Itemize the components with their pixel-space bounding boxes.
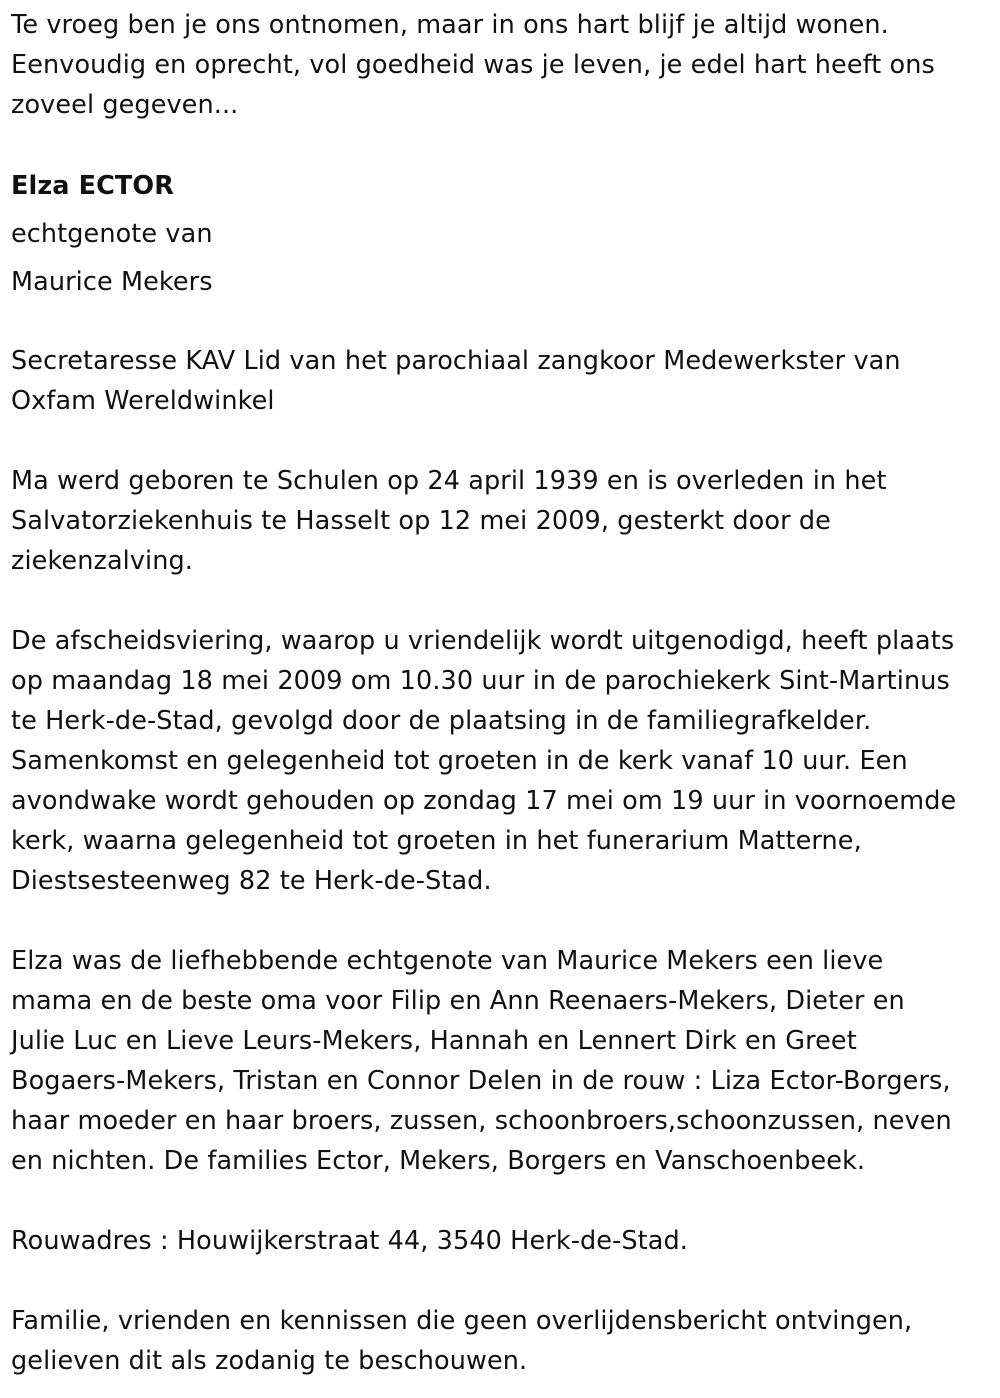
address-paragraph	[11, 1221, 688, 1261]
family-line: Elza was de liefhebbende echtgenote van Maurice Mekers een lieve	[11, 946, 884, 976]
ceremony-line: te Herk-de-Stad, gevolgd door de plaatsing in de familiegrafkelder.	[11, 706, 872, 736]
relation-text: echtgenote van	[11, 219, 213, 249]
birth-death-line: Salvatorziekenhuis te Hasselt op 12 mei 2009, gesterkt door de	[11, 506, 831, 536]
birth-death-paragraph	[11, 461, 887, 581]
address-line: Rouwadres : Houwijkerstraat 44, 3540 Herk-de-Stad.	[11, 1226, 688, 1256]
ceremony-line: op maandag 18 mei 2009 om 10.30 uur in de parochiekerk Sint-Martinus	[11, 666, 950, 696]
ceremony-line: Samenkomst en gelegenheid tot groeten in de kerk vanaf 10 uur. Een	[11, 746, 908, 776]
poem-paragraph	[11, 5, 935, 125]
poem-line: Te vroeg ben je ons ontnomen, maar in ons hart blijf je altijd wonen.	[11, 10, 889, 40]
ceremony-line: De afscheidsviering, waarop u vriendelijk wordt uitgenodigd, heeft plaats	[11, 626, 955, 656]
family-line: mama en de beste oma voor Filip en Ann Reenaers-Mekers, Dieter en	[11, 986, 905, 1016]
birth-death-line: Ma werd geboren te Schulen op 24 april 1939 en is overleden in het	[11, 466, 887, 496]
spouse-name: Maurice Mekers	[11, 267, 213, 297]
roles-paragraph	[11, 341, 901, 421]
closing-line: Familie, vrienden en kennissen die geen overlijdensbericht ontvingen,	[11, 1306, 913, 1336]
deceased-block	[11, 162, 213, 306]
poem-line: zoveel gegeven...	[11, 90, 239, 120]
family-line: en nichten. De families Ector, Mekers, Borgers en Vanschoenbeek.	[11, 1146, 866, 1176]
ceremony-line: kerk, waarna gelegenheid tot groeten in het funerarium Matterne,	[11, 826, 862, 856]
ceremony-line: avondwake wordt gehouden op zondag 17 mei om 19 uur in voornoemde	[11, 786, 957, 816]
family-line: Bogaers-Mekers, Tristan en Connor Delen in de rouw : Liza Ector-Borgers,	[11, 1066, 951, 1096]
birth-death-line: ziekenzalving.	[11, 546, 193, 576]
ceremony-paragraph	[11, 621, 956, 901]
family-line: Julie Luc en Lieve Leurs-Mekers, Hannah en Lennert Dirk en Greet	[11, 1026, 857, 1056]
roles-line: Secretaresse KAV Lid van het parochiaal zangkoor Medewerkster van	[11, 346, 901, 376]
poem-line: Eenvoudig en oprecht, vol goedheid was je leven, je edel hart heeft ons	[11, 50, 935, 80]
closing-paragraph	[11, 1301, 912, 1381]
family-paragraph	[11, 941, 952, 1181]
closing-line: gelieven dit als zodanig te beschouwen.	[11, 1346, 528, 1376]
ceremony-line: Diestsesteenweg 82 te Herk-de-Stad.	[11, 866, 492, 896]
deceased-name: Elza ECTOR	[11, 171, 174, 201]
roles-line: Oxfam Wereldwinkel	[11, 386, 275, 416]
family-line: haar moeder en haar broers, zussen, schoonbroers,schoonzussen, neven	[11, 1106, 952, 1136]
